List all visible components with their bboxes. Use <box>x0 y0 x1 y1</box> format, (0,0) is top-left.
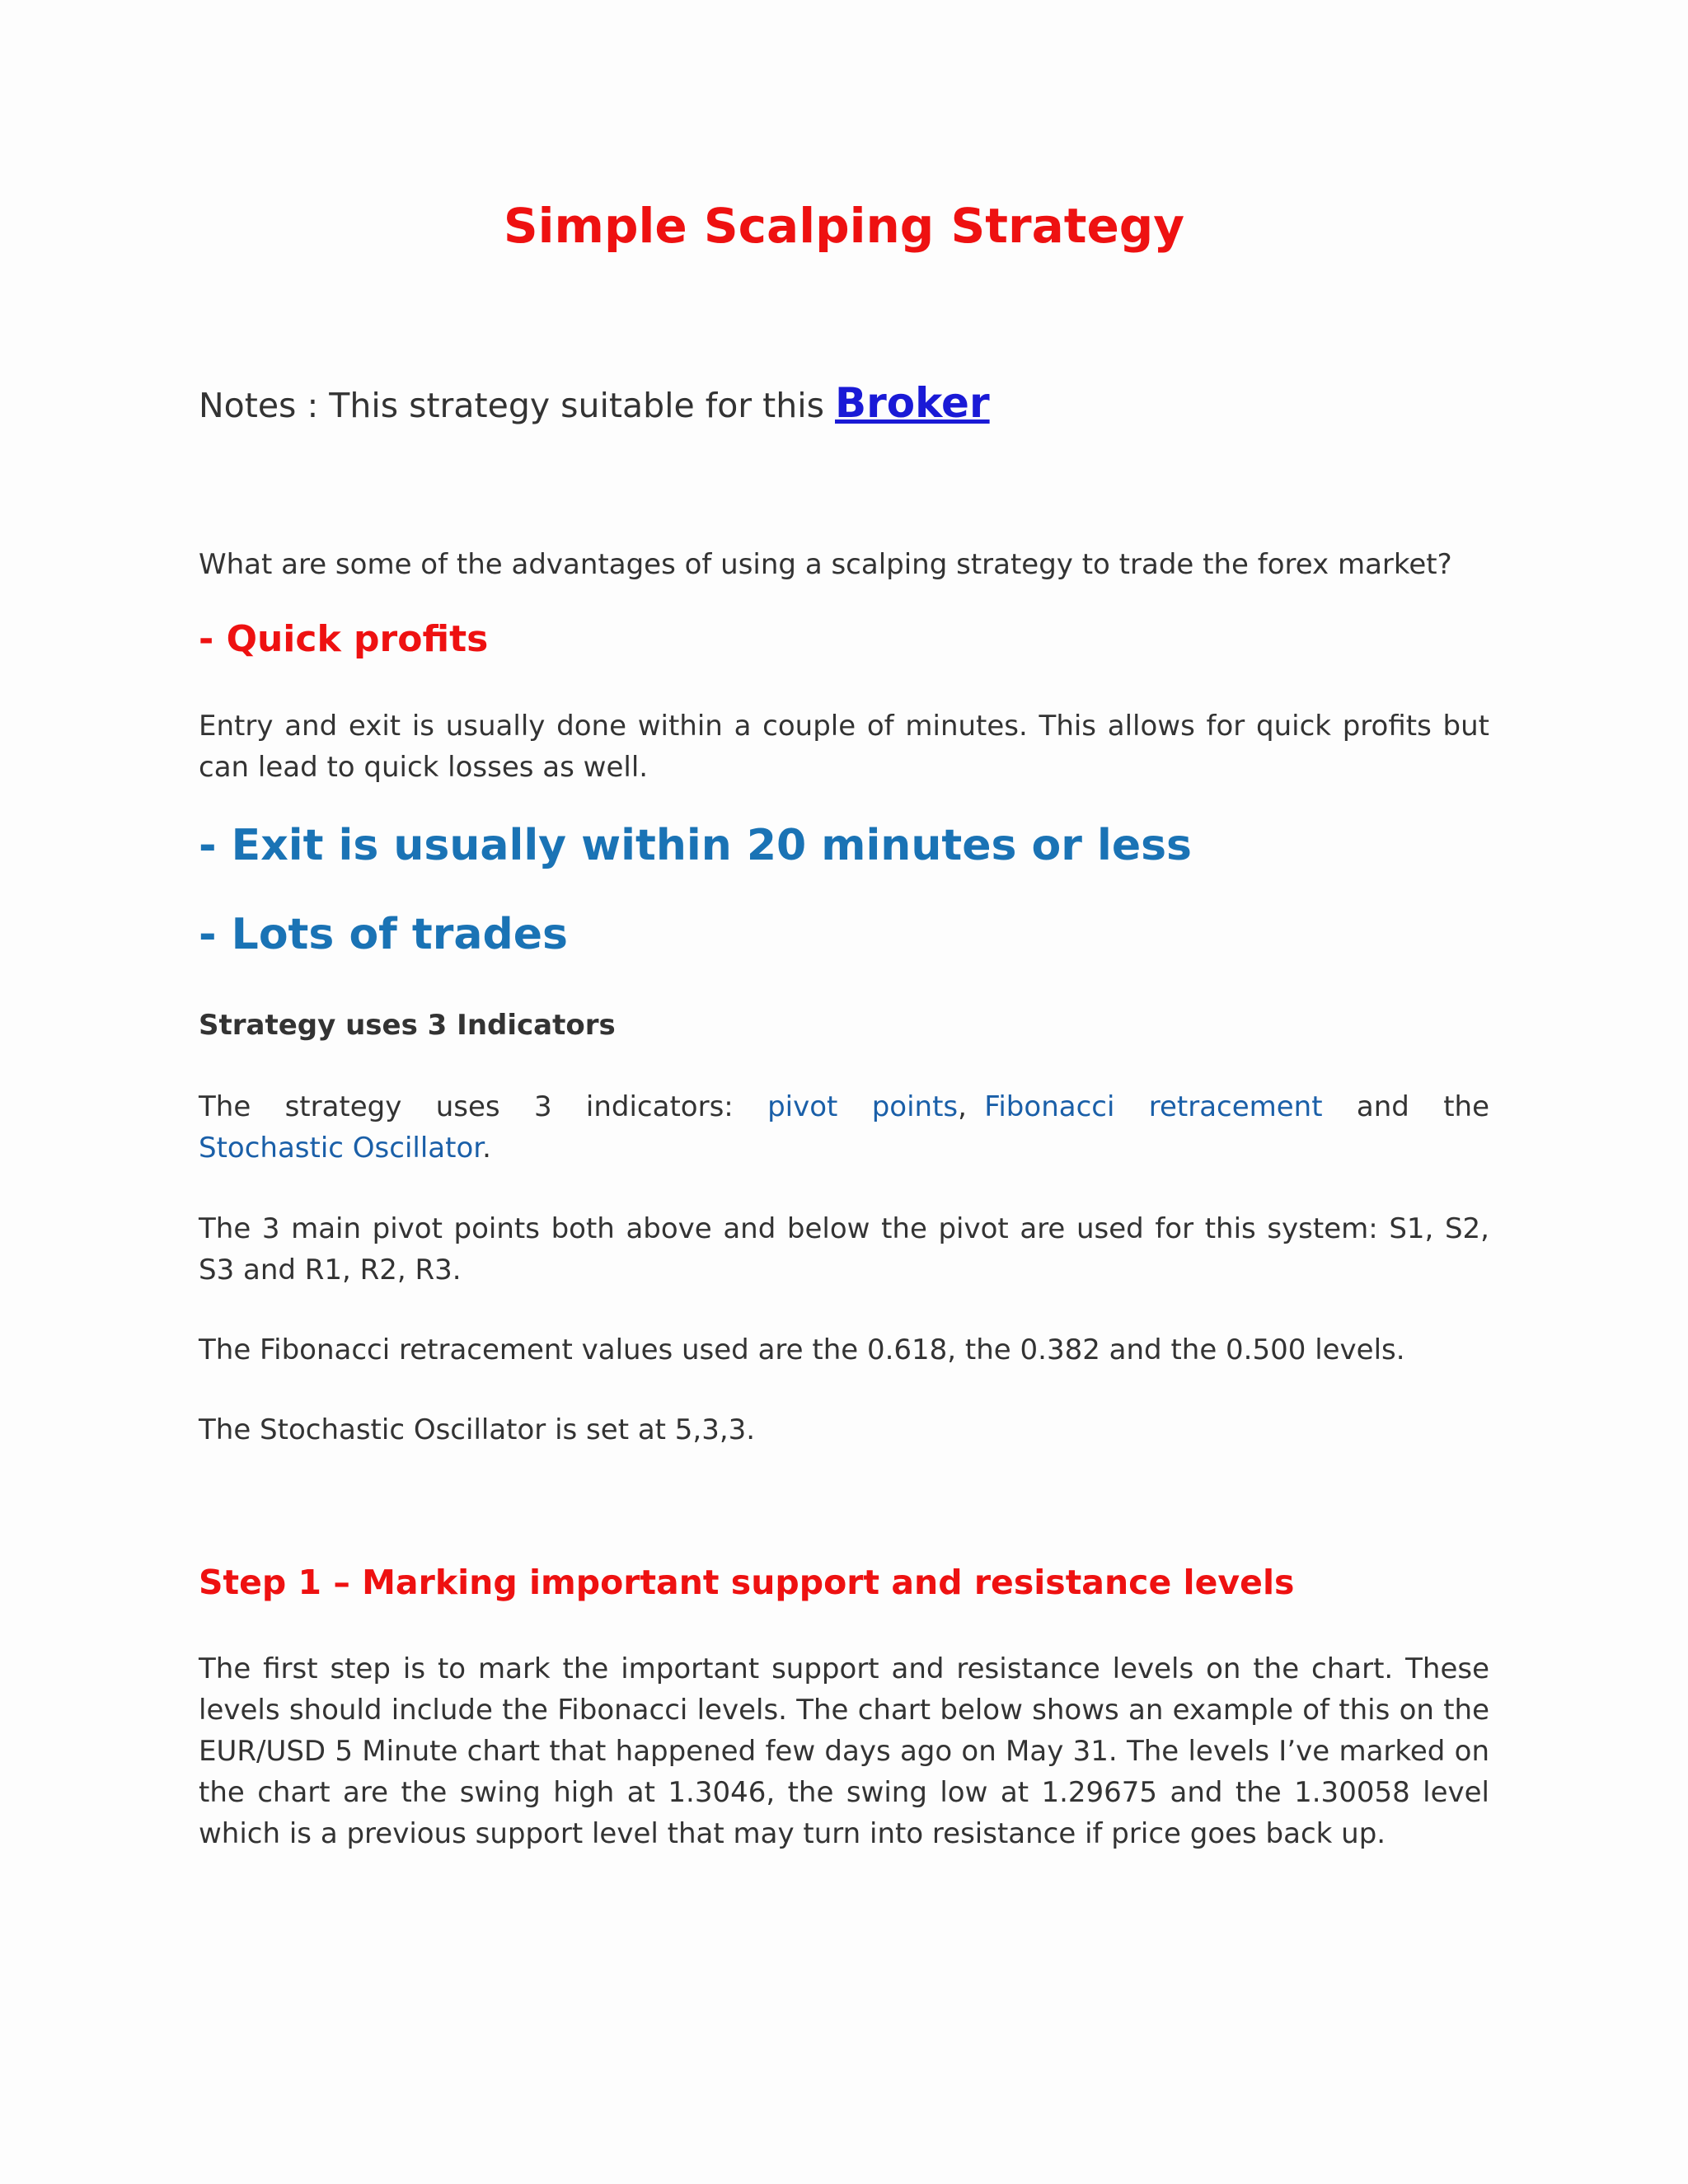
pivot-points-link[interactable]: pivot points <box>767 1090 959 1123</box>
comma-text: , <box>958 1090 967 1123</box>
quick-profits-text: Entry and exit is usually done within a couple of minutes. This allows for quick profits but can lead to quick losses as well. <box>199 710 1489 784</box>
advantages-question: What are some of the advantages of using a scalping strategy to trade the forex market? <box>199 548 1452 581</box>
indicators-heading: Strategy uses 3 Indicators <box>199 1009 616 1042</box>
exit-heading: - Exit is usually within 20 minutes or less <box>199 821 1192 870</box>
fibonacci-text: The Fibonacci retracement values used are the 0.618, the 0.382 and the 0.500 levels. <box>199 1333 1405 1366</box>
broker-link[interactable]: Broker <box>835 379 990 427</box>
page-title: Simple Scalping Strategy <box>503 198 1185 254</box>
period-text: . <box>482 1132 491 1165</box>
stochastic-text: The Stochastic Oscillator is set at 5,3,3. <box>199 1413 756 1446</box>
notes-text: Notes : This strategy suitable for this <box>199 386 836 425</box>
indicators-intro <box>199 1086 1489 1169</box>
and-the-text: and the <box>1322 1090 1490 1123</box>
lots-of-trades-heading: - Lots of trades <box>199 910 568 959</box>
pivot-points-text: The 3 main pivot points both above and below the pivot are used for this system: S1, S2, S3 and R1, R2, R3. <box>199 1212 1489 1286</box>
step-1-text: The first step is to mark the important support and resistance levels on the chart. These levels should include the Fibonacci levels. The chart below shows an example of this on the EUR/USD 5 Minute chart that happened few days ago on May 31. The levels I’ve marked on the chart are the swing high at 1.3046, the swing low at 1.29675 and the 1.30058 level which is a previous support level that may turn into resistance if price goes back up. <box>199 1652 1489 1850</box>
indicators-intro-text: The strategy uses 3 indicators: <box>199 1090 768 1123</box>
stochastic-oscillator-link[interactable]: Stochastic Oscillator <box>199 1132 483 1165</box>
step-1-heading: Step 1 – Marking important support and resistance levels <box>199 1563 1295 1602</box>
notes-line <box>199 379 990 427</box>
quick-profits-heading: - Quick profits <box>199 618 489 660</box>
fibonacci-retracement-link[interactable]: Fibonacci retracement <box>984 1090 1323 1123</box>
